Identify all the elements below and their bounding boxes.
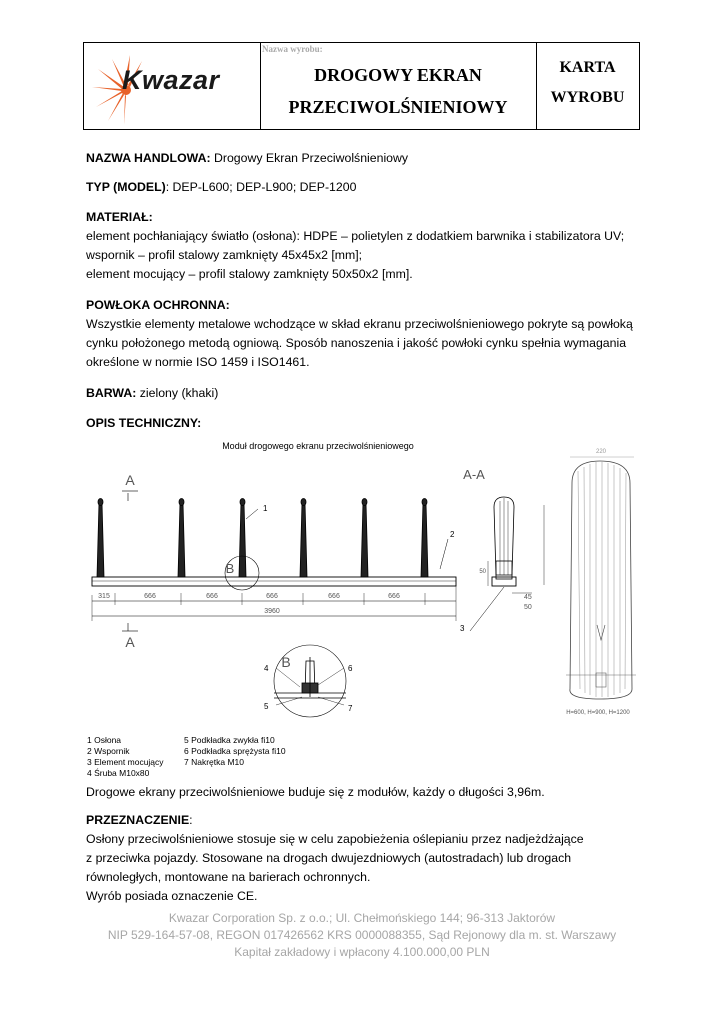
dim-45: 45 <box>524 594 532 601</box>
dim-width-top: 220 <box>595 449 607 455</box>
coating-line: określone w normie ISO 1459 i ISO1461. <box>86 355 310 369</box>
purpose-section <box>86 811 656 906</box>
coating-label: POWŁOKA OCHRONNA: <box>86 298 230 312</box>
detail-b-mark: B <box>225 561 235 576</box>
coating-line: cynku położonego metodą ogniową. Sposób nanoszenia i jakość powłoki cynku spełnia wymagania <box>86 336 627 350</box>
tech-label: OPIS TECHNICZNY: <box>86 416 202 430</box>
callout-5: 5 <box>264 702 269 711</box>
purpose-line: Osłony przeciwolśnieniowe stosuje się w celu zapobieżenia oślepianiu przez nadjeżdżające <box>86 832 584 846</box>
legend-item: 6 Podkładka sprężysta fi10 <box>184 746 286 756</box>
trade-name-value: Drogowy Ekran Przeciwolśnieniowy <box>210 151 409 165</box>
product-name-label: Nazwa wyrobu: <box>262 44 323 54</box>
heights-note: H=600, H=900, H=1200 <box>566 710 630 716</box>
legend-col1 <box>87 735 164 779</box>
legend-item: 2 Wspornik <box>87 746 130 756</box>
dim-label: 666 <box>206 593 218 600</box>
footer-line3: Kapitał zakładowy i wpłacony 4.100.000,00 PLN <box>234 945 490 959</box>
color-value: zielony (khaki) <box>136 386 219 400</box>
section-a-bottom: A <box>125 634 135 650</box>
material-line: wspornik – profil stalowy zamknięty 45x45x2 [mm]; <box>86 248 363 262</box>
color-line <box>86 384 656 403</box>
purpose-colon: : <box>189 813 193 827</box>
callout-1: 1 <box>263 504 268 513</box>
model-value: : DEP-L600; DEP-L900; DEP-1200 <box>165 180 357 194</box>
section-aa-label: A-A <box>463 467 485 482</box>
logo-cell <box>84 43 261 129</box>
dim-total: 3960 <box>264 608 280 615</box>
dim-label: 315 <box>98 593 110 600</box>
section-a-top: A <box>125 472 135 488</box>
card-title-line2: WYROBU <box>550 89 625 106</box>
header-table <box>83 42 640 130</box>
purpose-line: równoległych, montowane na barierach ochronnych. <box>86 870 371 884</box>
footer-line2: NIP 529-164-57-08, REGON 017426562 KRS 0000088355, Sąd Rejonowy dla m. st. Warszawy <box>107 928 617 942</box>
callout-2: 2 <box>450 530 455 539</box>
card-title-line1: KARTA <box>559 59 616 76</box>
dim-label: 666 <box>388 593 400 600</box>
material-line: element pochłaniający światło (osłona): HDPE – polietylen z dodatkiem barwnika i stabilizatora UV; <box>86 229 625 243</box>
footer-line1: Kwazar Corporation Sp. z o.o.; Ul. Chełmońskiego 144; 96-313 Jaktorów <box>168 911 556 925</box>
coating-line: Wszystkie elementy metalowe wchodzące w skład ekranu przeciwolśnieniowego pokryte są powłoką <box>86 317 633 331</box>
section-aa-view <box>460 497 544 633</box>
material-section <box>86 208 656 284</box>
legend-item: 3 Element mocujący <box>87 757 164 767</box>
dim-label: 666 <box>266 593 278 600</box>
model-label: TYP (MODEL) <box>86 180 166 194</box>
legend-item: 7 Nakrętka M10 <box>184 757 244 767</box>
dim-label: 666 <box>144 593 156 600</box>
material-line: element mocujący – profil stalowy zamknięty 50x50x2 [mm]. <box>86 267 413 281</box>
product-title-line2: PRZECIWOLŚNIENIOWY <box>288 97 508 117</box>
product-title-line1: DROGOWY EKRAN <box>314 65 482 85</box>
drawing-title: Moduł drogowego ekranu przeciwolśnieniowego <box>222 441 414 451</box>
legend-item: 5 Podkładka zwykła fi10 <box>184 735 275 745</box>
dim-label: 666 <box>328 593 340 600</box>
purpose-label: PRZEZNACZENIE <box>86 813 190 827</box>
callout-7: 7 <box>348 704 353 713</box>
model-line <box>86 178 656 197</box>
dim-50: 50 <box>524 604 532 611</box>
screen-side-view <box>566 461 636 699</box>
technical-drawing <box>0 435 724 725</box>
trade-name-line <box>86 149 656 168</box>
callout-3: 3 <box>460 624 465 633</box>
card-cell <box>536 43 639 129</box>
purpose-line: z przeciwka pojazdy. Stosowane na drogach dwujezdniowych (autostradach) lub drogach <box>86 851 572 865</box>
material-label: MATERIAŁ: <box>86 210 153 224</box>
tech-heading <box>86 414 656 433</box>
detail-b-label: B <box>281 654 291 670</box>
legend-item: 1 Osłona <box>87 735 122 745</box>
coating-section <box>86 296 656 372</box>
product-name-cell <box>260 43 537 129</box>
callout-6: 6 <box>348 664 353 673</box>
color-label: BARWA: <box>86 386 137 400</box>
legend-item: 4 Śruba M10x80 <box>87 768 150 778</box>
trade-name-label: NAZWA HANDLOWA: <box>86 151 211 165</box>
purpose-line: Wyrób posiada oznaczenie CE. <box>86 889 258 903</box>
callout-4: 4 <box>264 664 269 673</box>
dim-side: 50 <box>479 569 486 575</box>
brand-logo-text: Kwazar <box>122 65 220 95</box>
module-note: Drogowe ekrany przeciwolśnieniowe buduje się z modułów, każdy o długości 3,96m. <box>86 785 545 799</box>
legend-col2 <box>184 735 286 768</box>
